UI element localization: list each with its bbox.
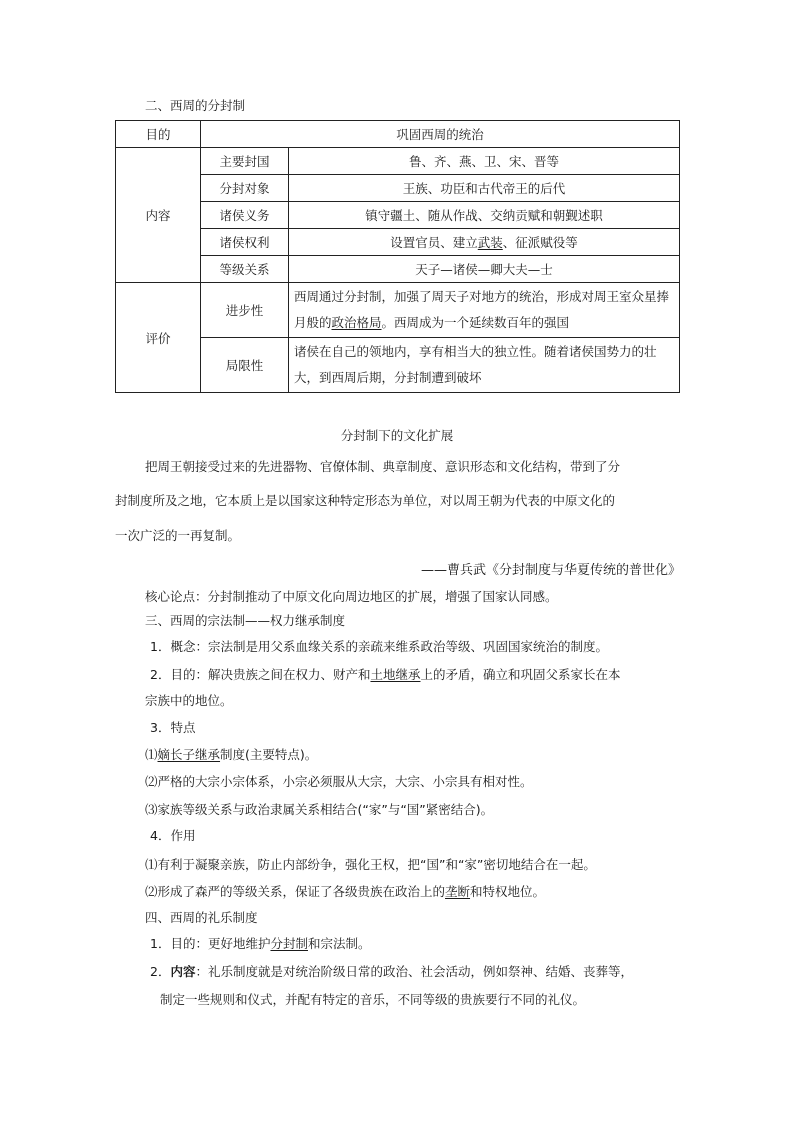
key-duties: 诸侯义务 (201, 202, 289, 229)
extension-line-2: 封制度所及之地，它本质上是以国家这种特定形态为单位，对以周王朝为代表的中原文化的 (115, 493, 616, 508)
extension-line-3: 一次广泛的一再复制。 (115, 528, 241, 543)
section-heading-fengjian: 二、西周的分封制 (145, 98, 246, 113)
key-limitation: 局限性 (201, 338, 289, 393)
zongfa-aim-cont: 宗族中的地位。 (145, 693, 233, 708)
value-progress: 西周通过分封制，加强了周天子对地方的统治，形成对周王室众星捧月般的政治格局。西周成为一个延续数百年的强国 (289, 283, 680, 338)
key-rights: 诸侯权利 (201, 229, 289, 256)
key-targets: 分封对象 (201, 175, 289, 202)
zongfa-aim: 2．目的：解决贵族之间在权力、财产和土地继承上的矛盾，确立和巩固父系家长在本 (150, 667, 621, 682)
value-targets: 王族、功臣和古代帝王的后代 (289, 175, 680, 202)
value-hierarchy: 天子—诸侯—卿大夫—士 (289, 256, 680, 283)
key-progress: 进步性 (201, 283, 289, 338)
liyue-content-cont: 制定一些规则和仪式，并配有特定的音乐，不同等级的贵族要行不同的礼仪。 (160, 992, 586, 1007)
key-main-states: 主要封国 (201, 148, 289, 175)
value-limitation: 诸侯在自己的领地内，享有相当大的独立性。随着诸侯国势力的壮大，到西周后期，分封制遭到破坏 (289, 338, 680, 393)
section-heading-zongfa: 三、西周的宗法制——权力继承制度 (145, 613, 346, 628)
feature-3: ⑶家族等级关系与政治隶属关系相结合(“家”与“国”紧密结合)。 (145, 802, 494, 817)
zongfa-effects-heading: 4．作用 (150, 828, 196, 843)
label-evaluation: 评价 (116, 283, 201, 393)
value-main-states: 鲁、齐、燕、卫、宋、晋等 (289, 148, 680, 175)
label-content: 内容 (116, 148, 201, 283)
feature-1: ⑴嫡长子继承制度(主要特点)。 (145, 747, 318, 762)
effect-1: ⑴有利于凝聚亲族，防止内部纷争，强化王权，把“国”和“家”密切地结合在一起。 (145, 857, 596, 872)
value-rights: 设置官员、建立武装、征派赋役等 (289, 229, 680, 256)
liyue-aim: 1．目的：更好地维护分封制和宗法制。 (150, 936, 371, 951)
feature-2: ⑵严格的大宗小宗体系，小宗必须服从大宗，大宗、小宗具有相对性。 (145, 774, 533, 789)
fengjian-table (115, 120, 680, 393)
extension-title: 分封制下的文化扩展 (340, 428, 454, 443)
citation: ——曹兵武《分封制度与华夏传统的普世化》 (420, 563, 681, 578)
section-heading-liyue: 四、西周的礼乐制度 (145, 910, 258, 925)
liyue-content: 2．内容：礼乐制度就是对统治阶级日常的政治、社会活动，例如祭神、结婚、丧葬等， (150, 964, 633, 979)
value-duties: 镇守疆土、随从作战、交纳贡赋和朝觐述职 (289, 202, 680, 229)
label-aim: 目的 (116, 121, 201, 148)
extension-line-1: 把周王朝接受过来的先进器物、官僚体制、典章制度、意识形态和文化结构，带到了分 (145, 459, 621, 474)
zongfa-concept: 1．概念：宗法制是用父系血缘关系的亲疏来维系政治等级、巩固国家统治的制度。 (150, 639, 608, 654)
key-hierarchy: 等级关系 (201, 256, 289, 283)
effect-2: ⑵形成了森严的等级关系，保证了各级贵族在政治上的垄断和特权地位。 (145, 884, 546, 899)
value-aim: 巩固西周的统治 (201, 121, 680, 148)
zongfa-features-heading: 3．特点 (150, 720, 196, 735)
core-argument: 核心论点：分封制推动了中原文化向周边地区的扩展，增强了国家认同感。 (145, 589, 558, 604)
